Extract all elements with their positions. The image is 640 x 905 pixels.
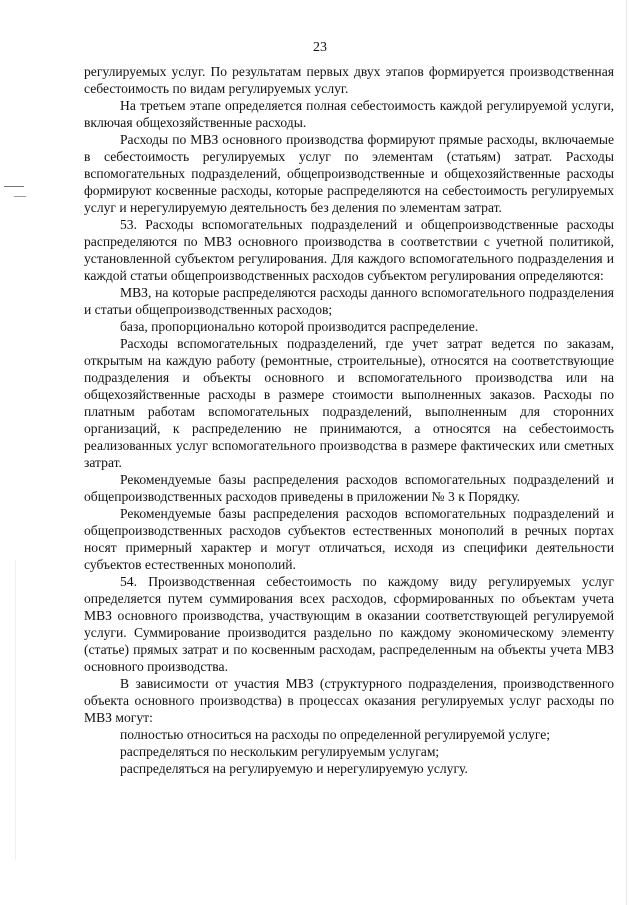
paragraph: Расходы вспомогательных подразделений, где учет затрат ведется по заказам, открытым на каждую работу (ремонтные, строительные), относятся на соответствующие подразделения и объекты основного и вспомогательного производства или на общехозяйственные расходы в размере стоимости выполненных заказов. Расходы по платным работам вспомогательных подразделений, выполненным для сторонних организаций, к распределению не принимаются, а относятся на себестоимость реализованных услуг вспомогательного производства в размере фактических или сметных затрат. bbox=[84, 336, 614, 470]
page-edge-line bbox=[626, 0, 627, 905]
list-item: распределяться на регулируемую и нерегулируемую услугу. bbox=[120, 761, 468, 776]
paragraph: На третьем этапе определяется полная себестоимость каждой регулируемой услуги, включая общехозяйственные расходы. bbox=[84, 98, 614, 130]
scan-edge-line bbox=[15, 560, 16, 860]
paragraph: Рекомендуемые базы распределения расходов вспомогательных подразделений и общепроизводственных расходов приведены в приложении № 3 к Порядку. bbox=[84, 472, 614, 504]
paragraph: В зависимости от участия МВЗ (структурного подразделения, производственного объекта основного производства) в процессах оказания регулируемых услуг расходы по МВЗ могут: bbox=[84, 676, 614, 725]
margin-mark bbox=[4, 186, 24, 187]
paragraph: база, пропорционально которой производится распределение. bbox=[120, 319, 479, 334]
list-item: распределяться по нескольким регулируемым услугам; bbox=[120, 744, 440, 759]
page-number: 23 bbox=[313, 40, 327, 55]
paragraph: Рекомендуемые базы распределения расходов вспомогательных подразделений и общепроизводственных расходов субъектов естественных монополий в речных портах носят примерный характер и могут отличаться, исходя из специфики деятельности субъектов естественных монополий. bbox=[84, 506, 614, 572]
paragraph: МВЗ, на которые распределяются расходы данного вспомогательного подразделения и статьи общепроизводственных расходов; bbox=[84, 285, 614, 317]
paragraph: регулируемых услуг. По результатам первых двух этапов формируется производственная себестоимость по видам регулируемых услуг. bbox=[84, 64, 614, 96]
paragraph-item-53: 53. Расходы вспомогательных подразделений и общепроизводственные расходы распределяются по МВЗ основного производства в соответствии с учетной политикой, установленной субъектом регулирования. Для каждого вспомогательного подразделения и каждой статьи общепроизводственных расходов субъектом регулирования определяются: bbox=[84, 217, 614, 283]
paragraph: Расходы по МВЗ основного производства формируют прямые расходы, включаемые в себестоимость регулируемых услуг по элементам (статьям) затрат. Расходы вспомогательных подразделений, общепроизводственные и общехозяйственные расходы формируют косвенные расходы, которые распределяются на себестоимость регулируемых услуг и нерегулируемую деятельность без деления по элементам затрат. bbox=[84, 132, 614, 215]
paragraph-item-54: 54. Производственная себестоимость по каждому виду регулируемых услуг определяется путем суммирования всех расходов, сформированных по объектам учета МВЗ основного производства, участвующим в оказании соответствующей регулируемой услуги. Суммирование производится раздельно по каждому экономическому элементу (статье) прямых затрат и по косвенным расходам, распределенным на объекты учета МВЗ основного производства. bbox=[84, 574, 614, 674]
document-body bbox=[84, 63, 614, 777]
list-item: полностью относиться на расходы по определенной регулируемой услуге; bbox=[120, 727, 551, 742]
margin-mark bbox=[14, 196, 26, 197]
